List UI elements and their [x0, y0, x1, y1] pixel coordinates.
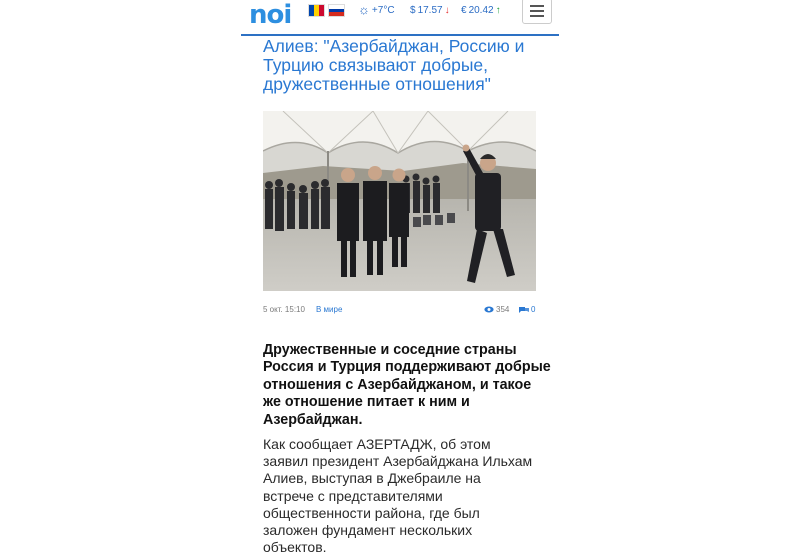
photo-illustration: [263, 111, 536, 291]
article-title[interactable]: Алиев: "Азербайджан, Россию и Турцию связывают добрые, дружественные отношения": [263, 36, 525, 94]
weather-widget[interactable]: [358, 4, 395, 16]
article-category-link[interactable]: В мире: [316, 305, 343, 314]
moldova-flag-icon[interactable]: [308, 4, 325, 17]
arrow-down-icon: ↓: [444, 5, 450, 16]
eye-icon: [484, 306, 494, 313]
article-photo: [263, 111, 536, 291]
comments-count: 0: [531, 305, 536, 314]
eur-rate[interactable]: [461, 5, 501, 16]
sun-icon: ☼: [358, 2, 370, 17]
menu-button[interactable]: [522, 0, 552, 24]
views-count: 354: [496, 305, 510, 314]
site-logo[interactable]: noi: [249, 0, 292, 30]
weather-temperature: +7°C: [371, 4, 395, 16]
article-date: 5 окт. 15:10: [263, 305, 305, 314]
comments-counter[interactable]: [519, 305, 535, 314]
comments-icon: [519, 306, 529, 314]
eur-rate-value: 20.42: [468, 5, 494, 16]
article-page: [241, 0, 559, 556]
hamburger-icon: [530, 5, 544, 7]
hamburger-icon-line: [530, 10, 544, 12]
site-header: [241, 0, 559, 36]
article-body: Как сообщает АЗЕРТАДЖ, об этом заявил президент Азербайджана Ильхам Алиев, выступая в Джебраиле на встрече с представителями общественности района, где был заложен фундамент нескольких объектов.: [263, 436, 533, 556]
russia-flag-icon[interactable]: [328, 4, 345, 17]
article-lead: Дружественные и соседние страны Россия и Турция поддерживают добрые отношения с Азербайджаном, и такое же отношение питает к ним и Азербайджан.: [263, 342, 551, 428]
hamburger-icon-line: [530, 15, 544, 17]
eur-currency-symbol: €: [461, 5, 467, 16]
usd-currency-symbol: $: [410, 5, 416, 16]
usd-rate-value: 17.57: [417, 5, 443, 16]
language-switcher: [308, 4, 345, 17]
article-meta: [263, 305, 536, 317]
usd-rate[interactable]: [410, 5, 450, 16]
views-counter: [484, 305, 509, 314]
arrow-up-icon: ↑: [495, 5, 501, 16]
